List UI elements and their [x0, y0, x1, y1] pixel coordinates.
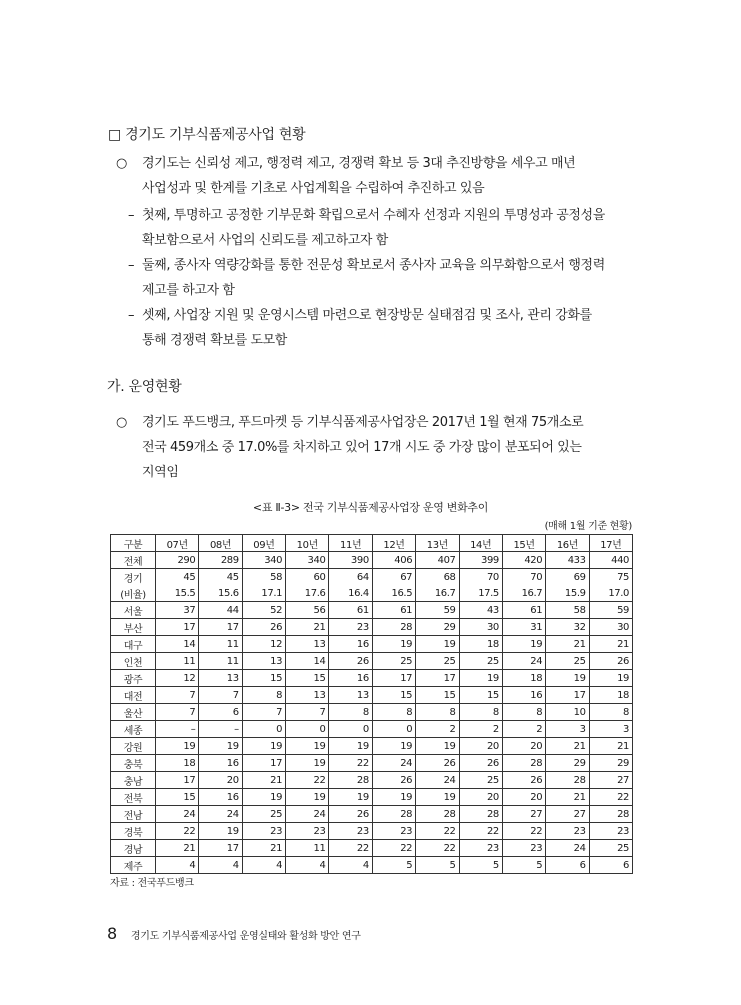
subsection-title: 가. 운영현황: [107, 379, 182, 395]
table-cell: 5: [502, 857, 545, 874]
table-cell: 19: [372, 636, 415, 653]
table-cell: 25: [459, 653, 502, 670]
table-cell: 8: [589, 704, 632, 721]
stats-table: [110, 534, 633, 874]
table-cell: 16.4: [329, 585, 372, 602]
status-bullet-line: 전국 459개소 중 17.0%를 차지하고 있어 17개 시도 중 가장 많이 분포되어 있는: [142, 440, 582, 455]
table-cell: 23: [459, 840, 502, 857]
table-cell: 8: [329, 704, 372, 721]
table-cell: 7: [199, 687, 242, 704]
table-cell: 29: [416, 619, 459, 636]
table-cell: 59: [416, 602, 459, 619]
row-label: 세종: [111, 721, 156, 738]
table-cell: 21: [589, 738, 632, 755]
table-cell: 15: [286, 670, 329, 687]
table-cell: 19: [286, 755, 329, 772]
table-cell: 24: [286, 806, 329, 823]
header-cell: 17년: [589, 535, 632, 552]
table-cell: 17: [416, 670, 459, 687]
table-cell: 20: [459, 789, 502, 806]
row-label: 대전: [111, 687, 156, 704]
table-cell: 44: [199, 602, 242, 619]
table-cell: 27: [502, 806, 545, 823]
table-cell: 2: [502, 721, 545, 738]
table-row: [111, 738, 633, 755]
table-cell: 21: [546, 789, 589, 806]
table-cell: 13: [329, 687, 372, 704]
table-cell: 17.1: [242, 585, 285, 602]
table-cell: 15: [459, 687, 502, 704]
table-cell: 22: [589, 789, 632, 806]
table-row: [111, 704, 633, 721]
header-cell: 13년: [416, 535, 459, 552]
table-cell: 25: [589, 840, 632, 857]
table-cell: 17.6: [286, 585, 329, 602]
table-cell: 19: [199, 738, 242, 755]
table-cell: 5: [372, 857, 415, 874]
circle-bullet-icon: ○: [116, 415, 127, 430]
table-cell: 21: [156, 840, 199, 857]
table-cell: 0: [329, 721, 372, 738]
table-cell: 19: [286, 789, 329, 806]
table-cell: 15: [156, 789, 199, 806]
table-row: [111, 789, 633, 806]
row-label: 대구: [111, 636, 156, 653]
row-label: 강원: [111, 738, 156, 755]
table-cell: 19: [416, 738, 459, 755]
table-source: 자료 : 전국푸드뱅크: [110, 878, 194, 889]
table-cell: 2: [416, 721, 459, 738]
table-cell: 20: [502, 789, 545, 806]
table-cell: 19: [286, 738, 329, 755]
table-cell: 290: [156, 552, 199, 569]
dash-bullet-icon: –: [128, 308, 135, 323]
table-cell: 0: [286, 721, 329, 738]
table-cell: 15.9: [546, 585, 589, 602]
table-cell: 26: [589, 653, 632, 670]
table-cell: 14: [286, 653, 329, 670]
table-cell: 7: [156, 704, 199, 721]
table-cell: 75: [589, 569, 632, 586]
table-cell: 32: [546, 619, 589, 636]
table-cell: 25: [242, 806, 285, 823]
table-cell: 14: [156, 636, 199, 653]
page-footer: [107, 924, 361, 943]
table-cell: 70: [459, 569, 502, 586]
table-cell: 28: [502, 755, 545, 772]
row-label: 전북: [111, 789, 156, 806]
table-cell: 8: [502, 704, 545, 721]
table-cell: 5: [459, 857, 502, 874]
table-cell: 2: [459, 721, 502, 738]
table-cell: 24: [546, 840, 589, 857]
dash-item-line: 제고를 하고자 함: [142, 283, 235, 298]
table-cell: 15.5: [156, 585, 199, 602]
table-cell: 26: [416, 755, 459, 772]
row-label: 광주: [111, 670, 156, 687]
table-row: [111, 823, 633, 840]
table-cell: 13: [286, 687, 329, 704]
table-cell: 19: [459, 670, 502, 687]
table-cell: 18: [589, 687, 632, 704]
table-cell: 23: [286, 823, 329, 840]
table-cell: 21: [286, 619, 329, 636]
table-cell: 399: [459, 552, 502, 569]
row-label: 인천: [111, 653, 156, 670]
status-bullet-line: 지역임: [142, 465, 179, 480]
table-cell: 69: [546, 569, 589, 586]
table-row: [111, 772, 633, 789]
table-cell: 3: [546, 721, 589, 738]
table-cell: 19: [372, 789, 415, 806]
table-cell: 0: [372, 721, 415, 738]
row-label: 서울: [111, 602, 156, 619]
table-cell: 16.5: [372, 585, 415, 602]
table-header-row: [111, 535, 633, 552]
table-row: [111, 585, 633, 602]
table-cell: 19: [242, 789, 285, 806]
table-cell: 17: [242, 755, 285, 772]
table-cell: 6: [199, 704, 242, 721]
header-cell: 09년: [242, 535, 285, 552]
table-cell: 7: [286, 704, 329, 721]
running-title: 경기도 기부식품제공사업 운영실태와 활성화 방안 연구: [130, 931, 361, 942]
intro-bullet-line: 경기도는 신뢰성 제고, 행정력 제고, 경쟁력 확보 등 3대 추진방향을 세우고 매년: [142, 156, 576, 171]
row-label: 경남: [111, 840, 156, 857]
table-cell: 26: [459, 755, 502, 772]
table-cell: 22: [502, 823, 545, 840]
table-row: [111, 721, 633, 738]
table-cell: 8: [459, 704, 502, 721]
table-cell: 17: [372, 670, 415, 687]
table-cell: 18: [502, 670, 545, 687]
table-cell: 58: [546, 602, 589, 619]
table-cell: 15: [242, 670, 285, 687]
table-cell: 11: [156, 653, 199, 670]
header-cell: 11년: [329, 535, 372, 552]
table-cell: 440: [589, 552, 632, 569]
row-label: 전남: [111, 806, 156, 823]
table-caption: <표 Ⅱ-3> 전국 기부식품제공사업장 운영 변화추이: [252, 501, 489, 514]
table-row: [111, 552, 633, 569]
table-row: [111, 755, 633, 772]
dash-item: [116, 203, 636, 253]
table-cell: 12: [242, 636, 285, 653]
table-cell: 31: [502, 619, 545, 636]
table-cell: 19: [329, 738, 372, 755]
header-cell: 07년: [156, 535, 199, 552]
table-cell: 13: [286, 636, 329, 653]
table-cell: 22: [156, 823, 199, 840]
table-cell: 18: [156, 755, 199, 772]
table-cell: 17: [199, 619, 242, 636]
dash-item-line: 둘째, 종사자 역량강화를 통한 전문성 확보로서 종사자 교육을 의무화함으로서 행정력: [142, 258, 605, 273]
dash-item-line: 첫째, 투명하고 공정한 기부문화 확립으로서 수혜자 선정과 지원의 투명성과 공정성을: [142, 208, 605, 223]
table-cell: 8: [372, 704, 415, 721]
table-cell: –: [199, 721, 242, 738]
table-cell: 16: [199, 789, 242, 806]
table-cell: 17.5: [459, 585, 502, 602]
table-cell: 20: [459, 738, 502, 755]
row-label: (비율): [111, 585, 156, 602]
table-cell: 28: [372, 806, 415, 823]
table-cell: 4: [329, 857, 372, 874]
dash-item: [116, 303, 636, 353]
status-bullet-line: 경기도 푸드뱅크, 푸드마켓 등 기부식품제공사업장은 2017년 1월 현재 75개소로: [142, 415, 584, 430]
table-cell: 433: [546, 552, 589, 569]
table-cell: 289: [199, 552, 242, 569]
table-cell: 10: [546, 704, 589, 721]
table-row: [111, 602, 633, 619]
dash-item-line: 셋째, 사업장 지원 및 운영시스템 마련으로 현장방문 실태점검 및 조사, 관리 강화를: [142, 308, 592, 323]
table-cell: 6: [546, 857, 589, 874]
table-cell: 70: [502, 569, 545, 586]
table-cell: 407: [416, 552, 459, 569]
table-cell: 12: [156, 670, 199, 687]
table-cell: 59: [589, 602, 632, 619]
table-cell: 19: [242, 738, 285, 755]
table-cell: 340: [242, 552, 285, 569]
row-label: 제주: [111, 857, 156, 874]
table-cell: 30: [589, 619, 632, 636]
table-cell: 61: [502, 602, 545, 619]
table-cell: 19: [199, 823, 242, 840]
table-cell: –: [156, 721, 199, 738]
table-cell: 340: [286, 552, 329, 569]
table-cell: 21: [546, 738, 589, 755]
table-cell: 3: [589, 721, 632, 738]
table-cell: 21: [242, 772, 285, 789]
table-cell: 28: [329, 772, 372, 789]
table-cell: 25: [459, 772, 502, 789]
table-cell: 24: [372, 755, 415, 772]
table-row: [111, 840, 633, 857]
table-cell: 19: [589, 670, 632, 687]
table-cell: 26: [242, 619, 285, 636]
table-cell: 23: [242, 823, 285, 840]
table-cell: 19: [502, 636, 545, 653]
header-cell: 구분: [111, 535, 156, 552]
row-label: 전체: [111, 552, 156, 569]
dash-bullet-icon: –: [128, 258, 135, 273]
table-cell: 23: [329, 823, 372, 840]
table-row: [111, 806, 633, 823]
table-cell: 13: [199, 670, 242, 687]
table-cell: 27: [589, 772, 632, 789]
table-cell: 19: [372, 738, 415, 755]
dash-item-line: 통해 경쟁력 확보를 도모함: [142, 333, 287, 348]
table-body: [111, 552, 633, 874]
table-cell: 26: [329, 806, 372, 823]
table-cell: 15: [416, 687, 459, 704]
table-cell: 45: [156, 569, 199, 586]
row-label: 경기: [111, 569, 156, 586]
table-cell: 0: [242, 721, 285, 738]
table-cell: 7: [242, 704, 285, 721]
table-cell: 28: [589, 806, 632, 823]
dash-list: [116, 203, 636, 353]
table-row: [111, 569, 633, 586]
dash-item-line: 확보함으로서 사업의 신뢰도를 제고하고자 함: [142, 233, 388, 248]
table-cell: 11: [199, 636, 242, 653]
table-cell: 23: [372, 823, 415, 840]
table-cell: 21: [546, 636, 589, 653]
table-cell: 30: [459, 619, 502, 636]
table-row: [111, 857, 633, 874]
table-cell: 17: [156, 619, 199, 636]
table-cell: 37: [156, 602, 199, 619]
table-cell: 24: [156, 806, 199, 823]
table-cell: 19: [329, 789, 372, 806]
intro-bullet: [116, 151, 636, 201]
table-cell: 7: [156, 687, 199, 704]
row-label: 부산: [111, 619, 156, 636]
table-cell: 29: [589, 755, 632, 772]
table-cell: 24: [502, 653, 545, 670]
table-cell: 22: [416, 840, 459, 857]
table-note: (매해 1월 기준 현황): [544, 521, 632, 532]
table-cell: 22: [286, 772, 329, 789]
table-cell: 16: [329, 636, 372, 653]
table-cell: 24: [199, 806, 242, 823]
table-cell: 8: [416, 704, 459, 721]
table-cell: 25: [416, 653, 459, 670]
table-cell: 61: [372, 602, 415, 619]
table-cell: 20: [199, 772, 242, 789]
table-row: [111, 619, 633, 636]
table-cell: 390: [329, 552, 372, 569]
table-cell: 28: [416, 806, 459, 823]
table-cell: 406: [372, 552, 415, 569]
table-cell: 19: [546, 670, 589, 687]
table-cell: 23: [329, 619, 372, 636]
table-cell: 29: [546, 755, 589, 772]
header-cell: 12년: [372, 535, 415, 552]
table-cell: 61: [329, 602, 372, 619]
header-cell: 08년: [199, 535, 242, 552]
table-cell: 13: [242, 653, 285, 670]
row-label: 충북: [111, 755, 156, 772]
table-cell: 26: [502, 772, 545, 789]
table-cell: 22: [459, 823, 502, 840]
table-cell: 4: [242, 857, 285, 874]
table-cell: 24: [416, 772, 459, 789]
table-cell: 21: [242, 840, 285, 857]
table-cell: 22: [372, 840, 415, 857]
table-cell: 21: [589, 636, 632, 653]
table-cell: 19: [156, 738, 199, 755]
table-cell: 420: [502, 552, 545, 569]
table-row: [111, 687, 633, 704]
table-cell: 26: [372, 772, 415, 789]
table-cell: 17: [546, 687, 589, 704]
table-cell: 25: [546, 653, 589, 670]
table-cell: 23: [589, 823, 632, 840]
section-title: □ 경기도 기부식품제공사업 현황: [108, 127, 306, 143]
table-cell: 6: [589, 857, 632, 874]
row-label: 울산: [111, 704, 156, 721]
dash-item: [116, 253, 636, 303]
table-cell: 28: [372, 619, 415, 636]
circle-bullet-icon: ○: [116, 156, 127, 171]
table-cell: 26: [329, 653, 372, 670]
row-label: 충남: [111, 772, 156, 789]
row-label: 경북: [111, 823, 156, 840]
table-cell: 11: [286, 840, 329, 857]
table-cell: 25: [372, 653, 415, 670]
table-row: [111, 653, 633, 670]
table-cell: 16: [502, 687, 545, 704]
table-cell: 60: [286, 569, 329, 586]
table-cell: 16: [199, 755, 242, 772]
header-cell: 16년: [546, 535, 589, 552]
table-cell: 22: [329, 755, 372, 772]
table-cell: 68: [416, 569, 459, 586]
table-cell: 5: [416, 857, 459, 874]
table-cell: 4: [199, 857, 242, 874]
table-cell: 27: [546, 806, 589, 823]
table-cell: 16: [329, 670, 372, 687]
table-cell: 23: [502, 840, 545, 857]
table-row: [111, 636, 633, 653]
intro-bullet-line: 사업성과 및 한계를 기초로 사업계획을 수립하여 추진하고 있음: [142, 181, 485, 196]
table-cell: 8: [242, 687, 285, 704]
table-cell: 19: [416, 636, 459, 653]
table-cell: 18: [459, 636, 502, 653]
header-cell: 15년: [502, 535, 545, 552]
table-cell: 28: [459, 806, 502, 823]
table-row: [111, 670, 633, 687]
table-cell: 56: [286, 602, 329, 619]
table-cell: 67: [372, 569, 415, 586]
header-cell: 14년: [459, 535, 502, 552]
table-cell: 17.0: [589, 585, 632, 602]
table-cell: 4: [156, 857, 199, 874]
table-cell: 20: [502, 738, 545, 755]
table-cell: 4: [286, 857, 329, 874]
table-cell: 52: [242, 602, 285, 619]
dash-bullet-icon: –: [128, 208, 135, 223]
table-cell: 17: [199, 840, 242, 857]
table-cell: 15.6: [199, 585, 242, 602]
table-cell: 28: [546, 772, 589, 789]
table-cell: 43: [459, 602, 502, 619]
table-cell: 11: [199, 653, 242, 670]
table-cell: 23: [546, 823, 589, 840]
table-cell: 15: [372, 687, 415, 704]
table-cell: 22: [329, 840, 372, 857]
table-cell: 16.7: [416, 585, 459, 602]
header-cell: 10년: [286, 535, 329, 552]
table-cell: 45: [199, 569, 242, 586]
table-cell: 58: [242, 569, 285, 586]
status-bullet: [116, 410, 636, 485]
table-cell: 22: [416, 823, 459, 840]
table-cell: 16.7: [502, 585, 545, 602]
table-cell: 19: [416, 789, 459, 806]
table-cell: 64: [329, 569, 372, 586]
table-cell: 17: [156, 772, 199, 789]
page-number: 8: [107, 924, 117, 943]
